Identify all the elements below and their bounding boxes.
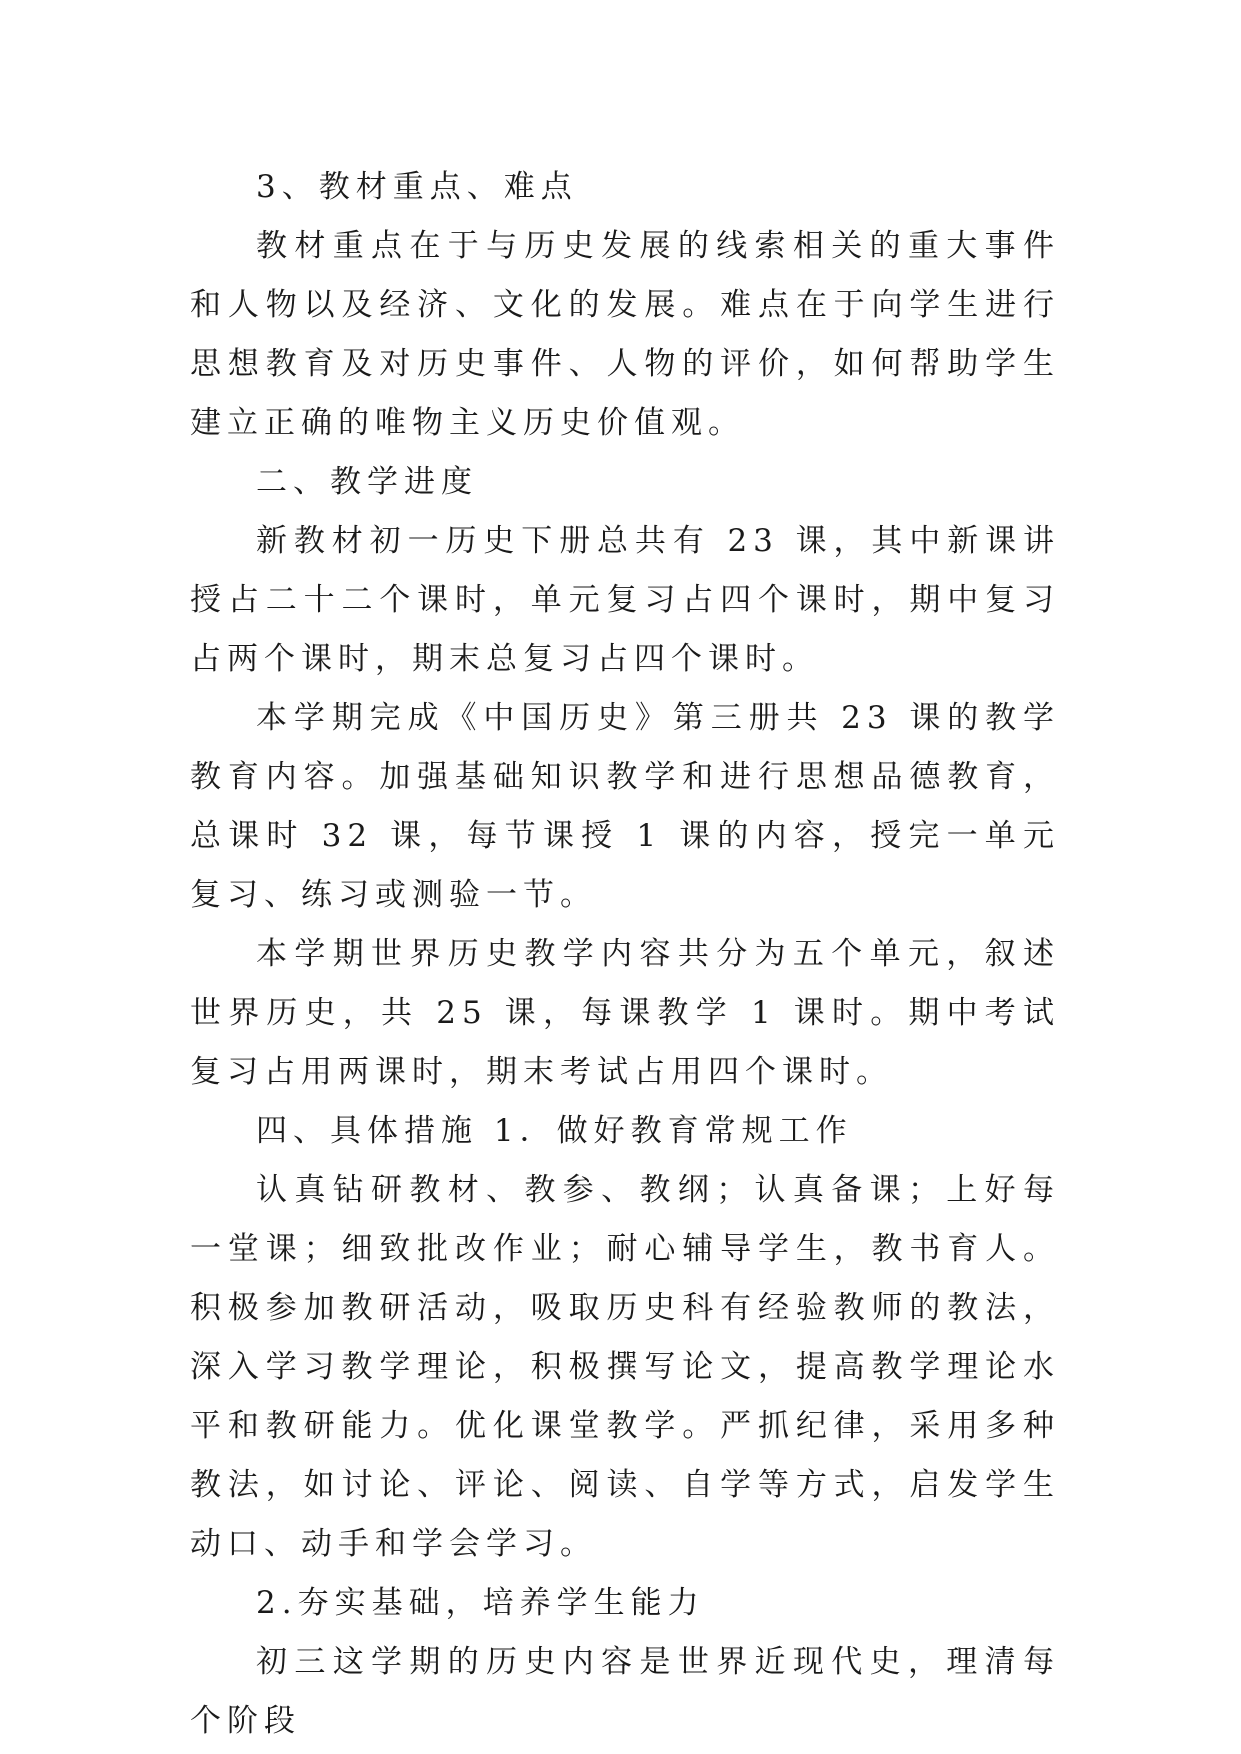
paragraph-teaching-routine: 认真钻研教材、教参、教纲；认真备课；上好每一堂课；细致批改作业；耐心辅导学生，教书育人。积极参加教研活动，吸取历史科有经验教师的教法，深入学习教学理论，积极撰写论文，提高教学理论水平和教研能力。优化课堂教学。严抓纪律，采用多种教法，如讨论、评论、阅读、自学等方式，启发学生动口、动手和学会学习。	[190, 1172, 1060, 1562]
section-heading-specific-measures: 四、具体措施 1．做好教育常规工作	[256, 1113, 853, 1149]
paragraph-grade7-history-schedule: 新教材初一历史下册总共有 23 课，其中新课讲授占二十二个课时，单元复习占四个课时，期中复习占两个课时，期末总复习占四个课时。	[190, 523, 1060, 677]
paragraph-grade9-history: 初三这学期的历史内容是世界近现代史，理清每个阶段	[190, 1644, 1060, 1739]
document-body	[190, 158, 1060, 1751]
paragraph-world-history-units: 本学期世界历史教学内容共分为五个单元，叙述世界历史，共 25 课，每课教学 1 课时。期中考试复习占用两课时，期末考试占用四个课时。	[190, 936, 1060, 1090]
paragraph-chinese-history-volume3: 本学期完成《中国历史》第三册共 23 课的教学教育内容。加强基础知识教学和进行思想品德教育，总课时 32 课，每节课授 1 课的内容，授完一单元复习、练习或测验一节。	[190, 700, 1060, 913]
section-heading-key-difficult-points: 3、教材重点、难点	[256, 169, 578, 205]
section-heading-teaching-progress: 二、教学进度	[256, 464, 478, 500]
paragraph-key-difficult-points: 教材重点在于与历史发展的线索相关的重大事件和人物以及经济、文化的发展。难点在于向学生进行思想教育及对历史事件、人物的评价，如何帮助学生建立正确的唯物主义历史价值观。	[190, 228, 1060, 441]
section-heading-foundation-ability: 2.夯实基础，培养学生能力	[256, 1585, 705, 1621]
